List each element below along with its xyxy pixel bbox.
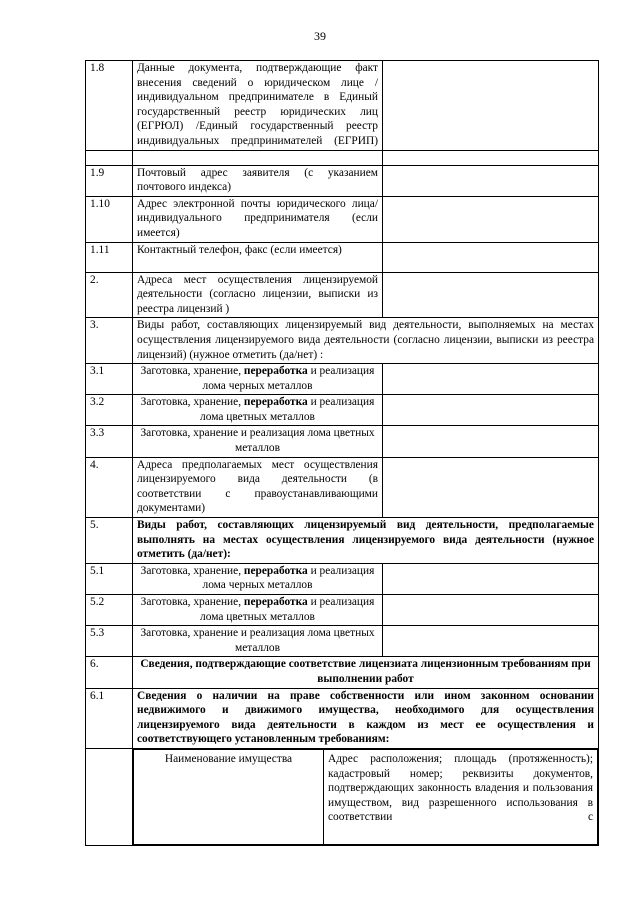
- row-number: 6.: [86, 657, 133, 688]
- row-6: [86, 657, 599, 688]
- answer-cell[interactable]: [383, 426, 599, 457]
- row-5-3: [86, 626, 599, 657]
- property-table: [133, 749, 598, 845]
- row-number: 3.2: [86, 395, 133, 426]
- application-form-table: [85, 60, 599, 846]
- property-name-header: Наименование имущества: [134, 749, 324, 844]
- answer-cell[interactable]: [383, 457, 599, 517]
- row-number: 5.1: [86, 563, 133, 594]
- work-type-label: Заготовка, хранение и реализация лома цветных металлов: [133, 626, 383, 657]
- row-1-8: [86, 61, 599, 151]
- work-type-label: Заготовка, хранение, переработка и реализация лома цветных металлов: [133, 595, 383, 626]
- answer-cell[interactable]: [383, 272, 599, 318]
- answer-cell[interactable]: [383, 395, 599, 426]
- work-type-label: Заготовка, хранение, переработка и реализация лома цветных металлов: [133, 395, 383, 426]
- row-number: 5.: [86, 518, 133, 564]
- answer-cell[interactable]: [383, 626, 599, 657]
- section-label: Сведения, подтверждающие соответствие лицензиата лицензионным требованиям при выполнении работ: [133, 657, 599, 688]
- row-number: 3.: [86, 318, 133, 364]
- row-4: [86, 457, 599, 517]
- row-3: [86, 318, 599, 364]
- answer-cell[interactable]: [383, 61, 599, 151]
- row-1-9: [86, 165, 599, 196]
- field-label: Адреса предполагаемых мест осуществления лицензируемого вида деятельности (в соответствии с правоустанавливающими документами): [133, 457, 383, 517]
- row-number: 5.3: [86, 626, 133, 657]
- work-type-label: Заготовка, хранение, переработка и реализация лома черных металлов: [133, 364, 383, 395]
- field-label: Почтовый адрес заявителя (с указанием почтового индекса): [133, 165, 383, 196]
- row-2: [86, 272, 599, 318]
- section-label: Виды работ, составляющих лицензируемый вид деятельности, выполняемых на местах осуществления лицензируемого вида деятельности (согласно лицензии, выписки из реестра лицензий) (нужное отметить (да/нет) :: [133, 318, 599, 364]
- property-table-row: [86, 748, 599, 845]
- row-3-2: [86, 395, 599, 426]
- property-table-cell: [133, 748, 599, 845]
- work-type-label: Заготовка, хранение, переработка и реализация лома черных металлов: [133, 563, 383, 594]
- field-label: Адрес электронной почты юридического лица/индивидуального предпринимателя (если имеется): [133, 196, 383, 242]
- row-number: 1.9: [86, 165, 133, 196]
- row-5: [86, 518, 599, 564]
- answer-cell[interactable]: [383, 563, 599, 594]
- row-3-3: [86, 426, 599, 457]
- row-number: 3.3: [86, 426, 133, 457]
- row-number: 3.1: [86, 364, 133, 395]
- work-type-label: Заготовка, хранение и реализация лома цветных металлов: [133, 426, 383, 457]
- property-details-header: Адрес расположения; площадь (протяженность); кадастровый номер; реквизиты документов, подтверждающих законность владения и пользования имуществом, вид разрешенного использования в соответствии с: [324, 749, 598, 844]
- row-number: 1.10: [86, 196, 133, 242]
- field-label: Адреса мест осуществления лицензируемой деятельности (согласно лицензии, выписки из реестра лицензий ): [133, 272, 383, 318]
- row-5-1: [86, 563, 599, 594]
- field-label: Данные документа, подтверждающие факт внесения сведений о юридическом лице /индивидуальном предпринимателе в Единый государственный реестр юридических лиц (ЕГРЮЛ) /Единый государственный реестр индивидуальных предпринимателей (ЕГРИП): [133, 61, 383, 151]
- section-label: Виды работ, составляющих лицензируемый вид деятельности, предполагаемые выполнять на местах осуществления лицензируемого вида деятельности (нужное отметить (да/нет):: [133, 518, 599, 564]
- answer-cell[interactable]: [383, 595, 599, 626]
- section-label: Сведения о наличии на праве собственности или ином законном основании недвижимого и движимого имущества, необходимого для осуществления лицензируемого вида деятельности в каждом из мест ее осуществления и соответствующего установленным требованиям:: [133, 688, 599, 748]
- answer-cell[interactable]: [383, 364, 599, 395]
- row-number: 1.8: [86, 61, 133, 151]
- row-5-2: [86, 595, 599, 626]
- row-3-1: [86, 364, 599, 395]
- row-number: 5.2: [86, 595, 133, 626]
- row-1-10: [86, 196, 599, 242]
- row-6-1: [86, 688, 599, 748]
- row-number: 1.11: [86, 242, 133, 272]
- answer-cell[interactable]: [383, 196, 599, 242]
- row-number: 6.1: [86, 688, 133, 748]
- answer-cell[interactable]: [383, 242, 599, 272]
- answer-cell[interactable]: [383, 165, 599, 196]
- spacer-row: [86, 150, 599, 165]
- row-number: 4.: [86, 457, 133, 517]
- page-number: 39: [314, 29, 326, 43]
- row-1-11: [86, 242, 599, 272]
- row-number: 2.: [86, 272, 133, 318]
- field-label: Контактный телефон, факс (если имеется): [133, 242, 383, 272]
